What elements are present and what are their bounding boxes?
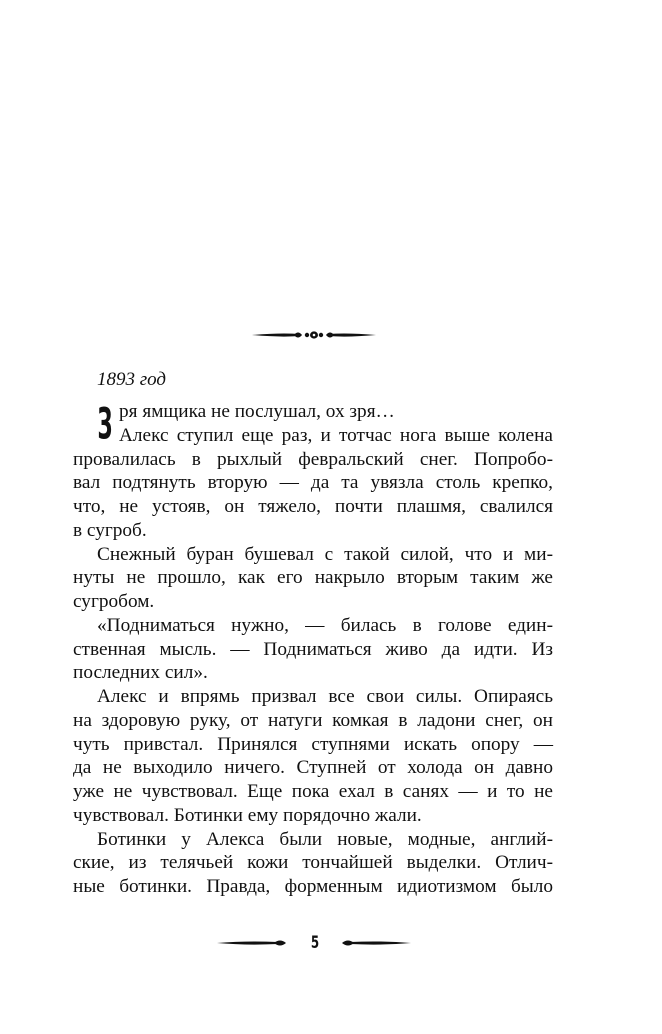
text-line: чуть привстал. Принялся ступнями искать опору — xyxy=(73,733,553,755)
svg-text:З: З xyxy=(97,398,113,449)
text-line: Ботинки у Алекса были новые, модные, англий- xyxy=(97,828,553,850)
paragraph-5 xyxy=(73,828,553,899)
text-line: Снежный буран бушевал с такой силой, что и ми- xyxy=(97,543,553,565)
paragraph-1 xyxy=(73,400,553,543)
text-line: ные ботинки. Правда, форменным идиотизмом было xyxy=(73,876,553,897)
text-line: вал подтянуть вторую — да та увязла столь крепко, xyxy=(73,472,553,494)
text-line: Алекс и впрямь призвал все свои силы. Опираясь xyxy=(97,686,553,707)
paragraph-2 xyxy=(73,543,553,614)
text-line: на здоровую руку, от натуги комкая в ладони снег, он xyxy=(73,709,553,731)
text-line: что, не устояв, он тяжело, почти плашмя, свалился xyxy=(73,496,553,517)
text-line: Алекс ступил еще раз, и тотчас нога выше колена xyxy=(119,424,553,446)
text-line: ские, из телячьей кожи тончайшей выделки. Отлич- xyxy=(73,852,553,874)
text-line: да не выходило ничего. Ступней от холода он давно xyxy=(73,757,553,779)
page-content xyxy=(73,368,553,899)
text-line: ря ямщика не послушал, ох зря… xyxy=(119,401,395,422)
chapter-heading: 1893 год xyxy=(97,369,167,390)
text-line: нуты не прошло, как его накрыло вторым таким же xyxy=(73,567,553,589)
paragraph-3 xyxy=(73,614,553,685)
body-text xyxy=(73,400,553,899)
text-line: провалилась в рыхлый февральский снег. Попробо- xyxy=(73,448,553,470)
page-number: 5 xyxy=(310,933,320,953)
top-ornament xyxy=(250,327,378,343)
text-line: «Подниматься нужно, — билась в голове един- xyxy=(97,614,553,636)
text-line: последних сил». xyxy=(73,662,208,684)
text-line: ственная мысль. — Подниматься живо да идти. Из xyxy=(73,638,553,660)
page-footer xyxy=(216,933,412,953)
footer-ornament-left xyxy=(216,937,288,949)
paragraph-4 xyxy=(73,685,553,828)
text-line: уже не чувствовал. Еще пока ехал в санях — и то не xyxy=(73,781,553,802)
text-line: в сугроб. xyxy=(73,519,147,541)
text-line: чувствовал. Ботинки ему порядочно жали. xyxy=(73,804,422,826)
footer-ornament-right xyxy=(340,937,412,949)
drop-cap xyxy=(97,398,113,449)
text-line: сугробом. xyxy=(73,591,155,612)
